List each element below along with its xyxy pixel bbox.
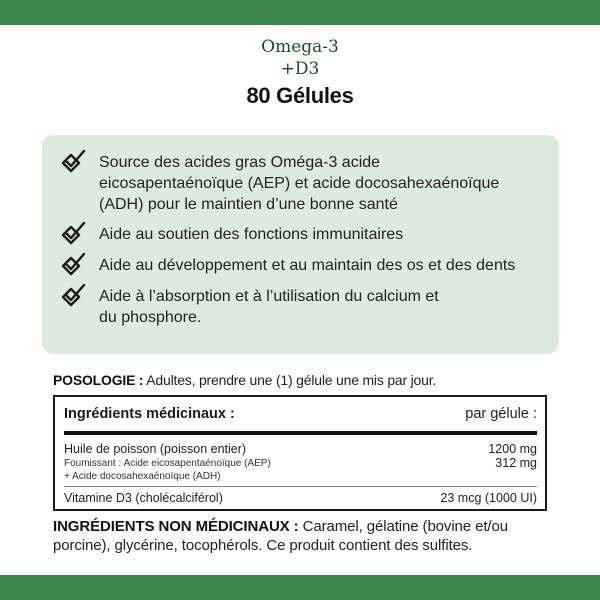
medicinal-ingredients-table <box>53 395 547 511</box>
diamond-check-icon <box>60 222 86 246</box>
product-title-block <box>0 36 600 109</box>
diamond-check-icon <box>60 253 86 277</box>
benefit-text: Aide au soutien des fonctions immunitaires <box>99 226 404 243</box>
dosage-instructions <box>53 372 436 388</box>
benefit-item <box>60 255 539 277</box>
non-medicinal-ingredients <box>53 517 553 555</box>
ingredient-amount: 312 mg <box>495 456 537 470</box>
ingredient-sub: Foumissant : Acide eicosapentaénoïque (AEP) <box>64 458 271 469</box>
non-medicinal-label: INGRÉDIENTS NON MÉDICINAUX : <box>53 518 299 535</box>
table-row <box>64 487 537 505</box>
benefit-item <box>60 152 539 215</box>
benefit-item <box>60 224 539 246</box>
ingredient-name: Huile de poisson (poisson entier) <box>64 442 247 456</box>
dosage-label: POSOLOGIE : <box>53 372 144 388</box>
benefit-text: Aide à l’absorption et à l’utilisation du calcium et du phosphore. <box>99 288 439 326</box>
table-header-ingredients: Ingrédients médicinaux : <box>64 406 235 422</box>
top-brand-bar <box>0 0 600 25</box>
product-name-line1: Omega-3 <box>261 37 339 57</box>
dosage-text: Adultes, prendre une (1) gélule une mis par jour. <box>143 372 437 388</box>
table-header <box>64 397 537 435</box>
benefits-panel <box>42 135 559 354</box>
benefit-text: Aide au développement et au maintain des os et des dents <box>99 257 516 274</box>
ingredient-amount: 23 mcg (1000 UI) <box>440 491 537 505</box>
diamond-check-icon <box>60 150 86 174</box>
ingredient-name: Vitamine D3 (cholécalciférol) <box>64 491 223 505</box>
ingredient-sub: + Acide docosahexaénoïque (ADH) <box>64 471 221 482</box>
benefit-item <box>60 286 539 328</box>
ingredient-amount: 1200 mg <box>488 442 537 456</box>
product-name-line2: +D3 <box>280 59 320 79</box>
capsule-count: 80 Gélules <box>246 83 354 108</box>
benefit-text: Source des acides gras Oméga-3 acide eicosapentaénoïque (AEP) et acide docosahexaénoïque (ADH) pour le maintien d’une bonne santé <box>99 154 500 213</box>
table-row <box>64 435 537 487</box>
diamond-check-icon <box>60 284 86 308</box>
table-header-per-capsule: par gélule : <box>465 406 537 422</box>
bottom-brand-bar <box>0 575 600 600</box>
non-medicinal-text: Caramel, gélatine (bovine et/ou porcine), glycérine, tocophérols. Ce produit contient des sulfites. <box>53 518 508 554</box>
